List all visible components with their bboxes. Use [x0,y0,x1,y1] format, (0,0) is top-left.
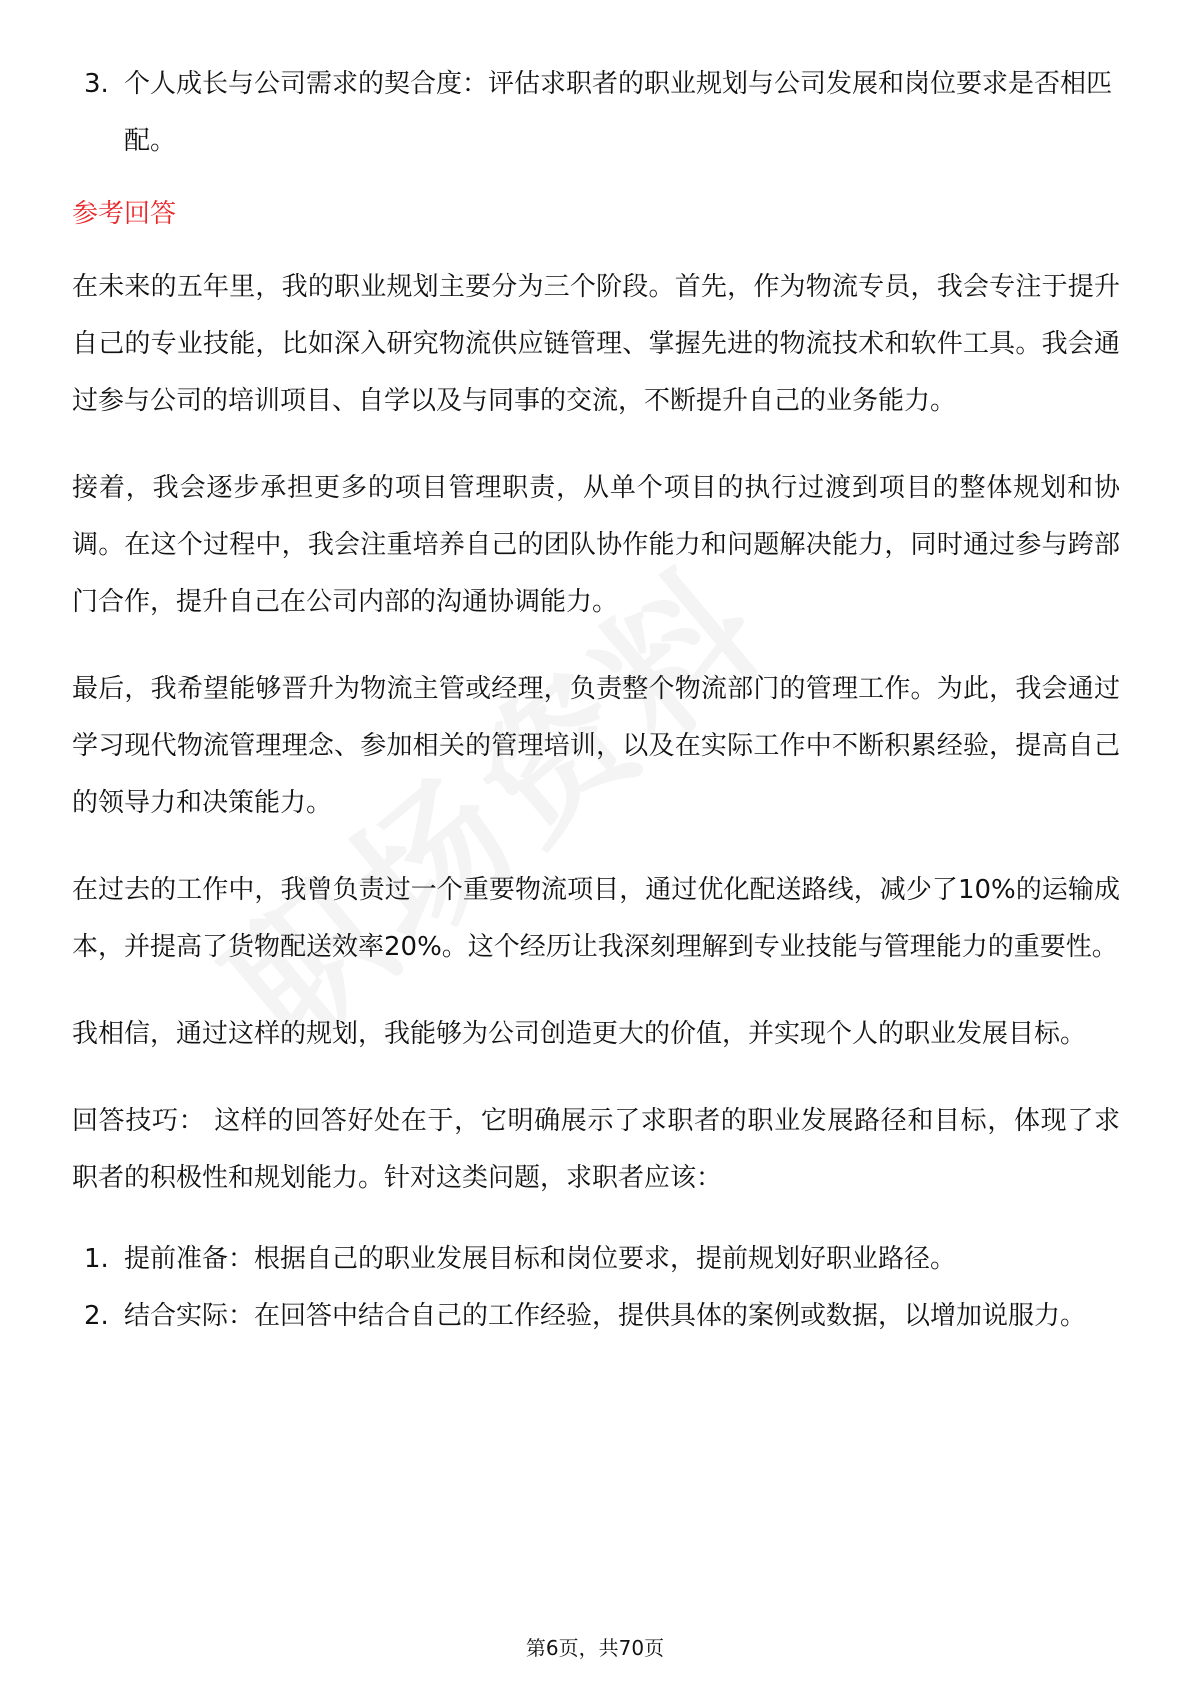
page-number-footer: 第6页，共70页 [525,1636,665,1660]
reference-answer-heading: 参考回答 [72,199,177,229]
tips-list [72,1231,1120,1345]
list-item [72,1231,1120,1288]
list-item-number: 2. [84,1301,109,1331]
page-content [72,56,1120,1345]
list-item-text: 提前准备：根据自己的职业发展目标和岗位要求，提前规划好职业路径。 [124,1244,957,1274]
list-item-number: 3. [84,69,109,99]
answer-paragraph: 接着，我会逐步承担更多的项目管理职责，从单个项目的执行过渡到项目的整体规划和协调。在这个过程中，我会注重培养自己的团队协作能力和问题解决能力，同时通过参与跨部门合作，提升自己在公司内部的沟通协调能力。 [72,473,1120,617]
list-item-text: 结合实际：在回答中结合自己的工作经验，提供具体的案例或数据，以增加说服力。 [124,1301,1087,1331]
criteria-list [72,56,1120,170]
list-item [72,1288,1120,1345]
list-item [72,56,1120,170]
list-item-number: 1. [84,1244,109,1274]
answer-tips-paragraph: 回答技巧： 这样的回答好处在于，它明确展示了求职者的职业发展路径和目标，体现了求职者的积极性和规划能力。针对这类问题，求职者应该： [72,1106,1120,1193]
answer-paragraph: 在过去的工作中，我曾负责过一个重要物流项目，通过优化配送路线，减少了10%的运输成本，并提高了货物配送效率20%。这个经历让我深刻理解到专业技能与管理能力的重要性。 [72,875,1120,962]
answer-paragraph: 我相信，通过这样的规划，我能够为公司创造更大的价值，并实现个人的职业发展目标。 [72,1019,1087,1049]
answer-paragraph: 在未来的五年里，我的职业规划主要分为三个阶段。首先，作为物流专员，我会专注于提升自己的专业技能，比如深入研究物流供应链管理、掌握先进的物流技术和软件工具。我会通过参与公司的培训项目、自学以及与同事的交流，不断提升自己的业务能力。 [72,272,1120,416]
answer-paragraph: 最后，我希望能够晋升为物流主管或经理，负责整个物流部门的管理工作。为此，我会通过学习现代物流管理理念、参加相关的管理培训，以及在实际工作中不断积累经验，提高自己的领导力和决策能力。 [72,674,1120,818]
list-item-text: 个人成长与公司需求的契合度：评估求职者的职业规划与公司发展和岗位要求是否相匹配。 [124,69,1113,156]
